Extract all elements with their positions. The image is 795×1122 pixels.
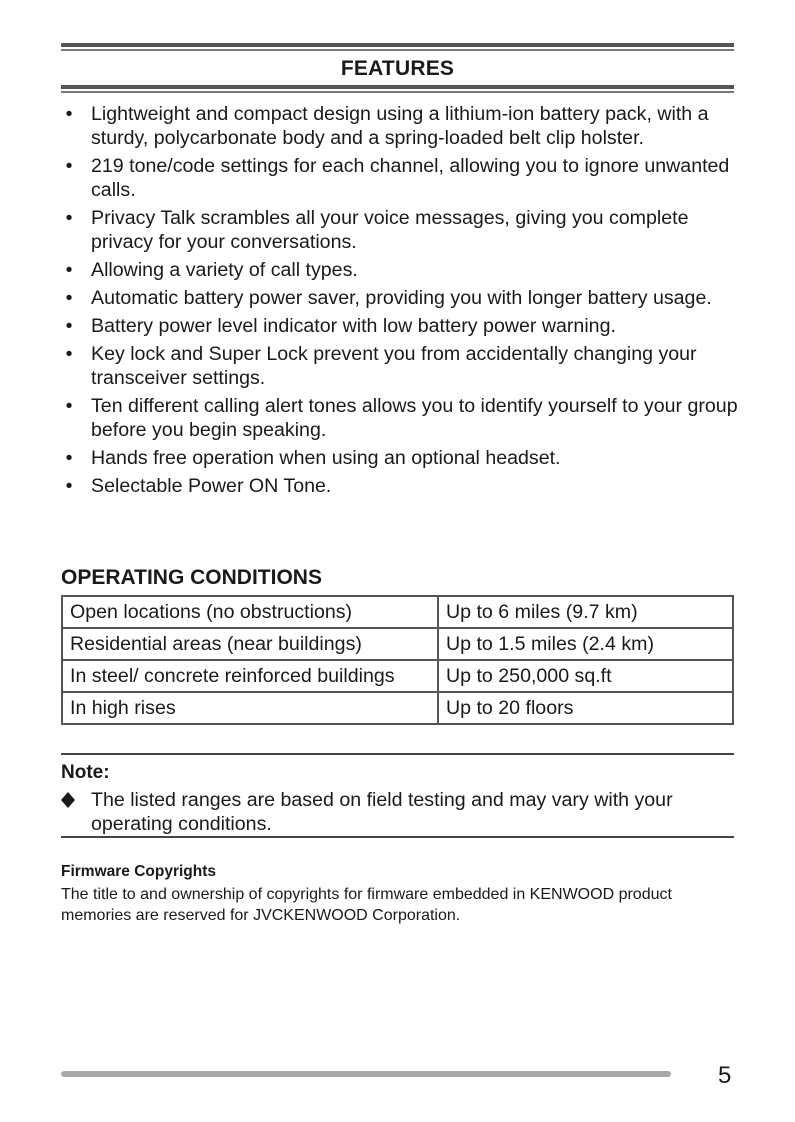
- operating-conditions-table: [61, 595, 734, 725]
- footer-bar: [61, 1071, 671, 1077]
- table-cell-location: In high rises: [62, 692, 438, 724]
- feature-text: Battery power level indicator with low battery power warning.: [91, 315, 616, 337]
- features-list: [61, 102, 741, 502]
- bullet-icon: •: [65, 155, 73, 177]
- bullet-icon: •: [65, 447, 73, 469]
- feature-text: Hands free operation when using an optional headset.: [91, 447, 561, 469]
- operating-conditions-heading: OPERATING CONDITIONS: [61, 566, 322, 589]
- diamond-bullet-icon: [61, 792, 75, 808]
- note-rule-bottom: [61, 836, 734, 838]
- table-row: [62, 596, 733, 628]
- table-cell-location: In steel/ concrete reinforced buildings: [62, 660, 438, 692]
- bullet-icon: •: [65, 207, 73, 229]
- list-item: [61, 314, 741, 338]
- table-row: [62, 628, 733, 660]
- table-cell-range: Up to 250,000 sq.ft: [438, 660, 733, 692]
- header-rule-top: [61, 43, 734, 47]
- bullet-icon: •: [65, 315, 73, 337]
- table-cell-location: Open locations (no obstructions): [62, 596, 438, 628]
- feature-text: Automatic battery power saver, providing you with longer battery usage.: [91, 287, 712, 309]
- list-item: [61, 206, 741, 254]
- header-rule-bottom: [61, 85, 734, 89]
- firmware-copyrights-text: The title to and ownership of copyrights for firmware embedded in KENWOOD product memories are reserved for JVCKENWOOD Corporation.: [61, 886, 672, 924]
- bullet-icon: •: [65, 287, 73, 309]
- note-item: [61, 788, 734, 836]
- list-item: [61, 446, 741, 470]
- list-item: [61, 286, 741, 310]
- bullet-icon: •: [65, 475, 73, 497]
- feature-text: Ten different calling alert tones allows you to identify yourself to your group before you begin speaking.: [91, 395, 738, 441]
- list-item: [61, 342, 741, 390]
- list-item: [61, 394, 741, 442]
- list-item: [61, 474, 741, 498]
- header-rule-bottom-thin: [61, 91, 734, 93]
- list-item: [61, 102, 741, 150]
- feature-text: Privacy Talk scrambles all your voice messages, giving you complete privacy for your conversations.: [91, 207, 689, 253]
- note-rule-top: [61, 753, 734, 755]
- note-text: The listed ranges are based on field testing and may vary with your operating conditions.: [91, 789, 673, 835]
- table-cell-range: Up to 1.5 miles (2.4 km): [438, 628, 733, 660]
- list-item: [61, 258, 741, 282]
- header-rule-top-thin: [61, 49, 734, 51]
- bullet-icon: •: [65, 259, 73, 281]
- feature-text: Lightweight and compact design using a lithium-ion battery pack, with a sturdy, polycarbonate body and a spring-loaded belt clip holster.: [91, 103, 709, 149]
- feature-text: Key lock and Super Lock prevent you from accidentally changing your transceiver settings.: [91, 343, 697, 389]
- note-heading: Note:: [61, 762, 110, 783]
- feature-text: Allowing a variety of call types.: [91, 259, 358, 281]
- table-cell-location: Residential areas (near buildings): [62, 628, 438, 660]
- table-cell-range: Up to 6 miles (9.7 km): [438, 596, 733, 628]
- firmware-copyrights-heading: Firmware Copyrights: [61, 863, 217, 880]
- bullet-icon: •: [65, 343, 73, 365]
- table-row: [62, 660, 733, 692]
- features-heading: FEATURES: [340, 57, 455, 80]
- list-item: [61, 154, 741, 202]
- bullet-icon: •: [65, 395, 73, 417]
- page-number: 5: [718, 1062, 732, 1089]
- table-row: [62, 692, 733, 724]
- feature-text: Selectable Power ON Tone.: [91, 475, 332, 497]
- bullet-icon: •: [65, 103, 73, 125]
- table-cell-range: Up to 20 floors: [438, 692, 733, 724]
- feature-text: 219 tone/code settings for each channel, allowing you to ignore unwanted calls.: [91, 155, 730, 201]
